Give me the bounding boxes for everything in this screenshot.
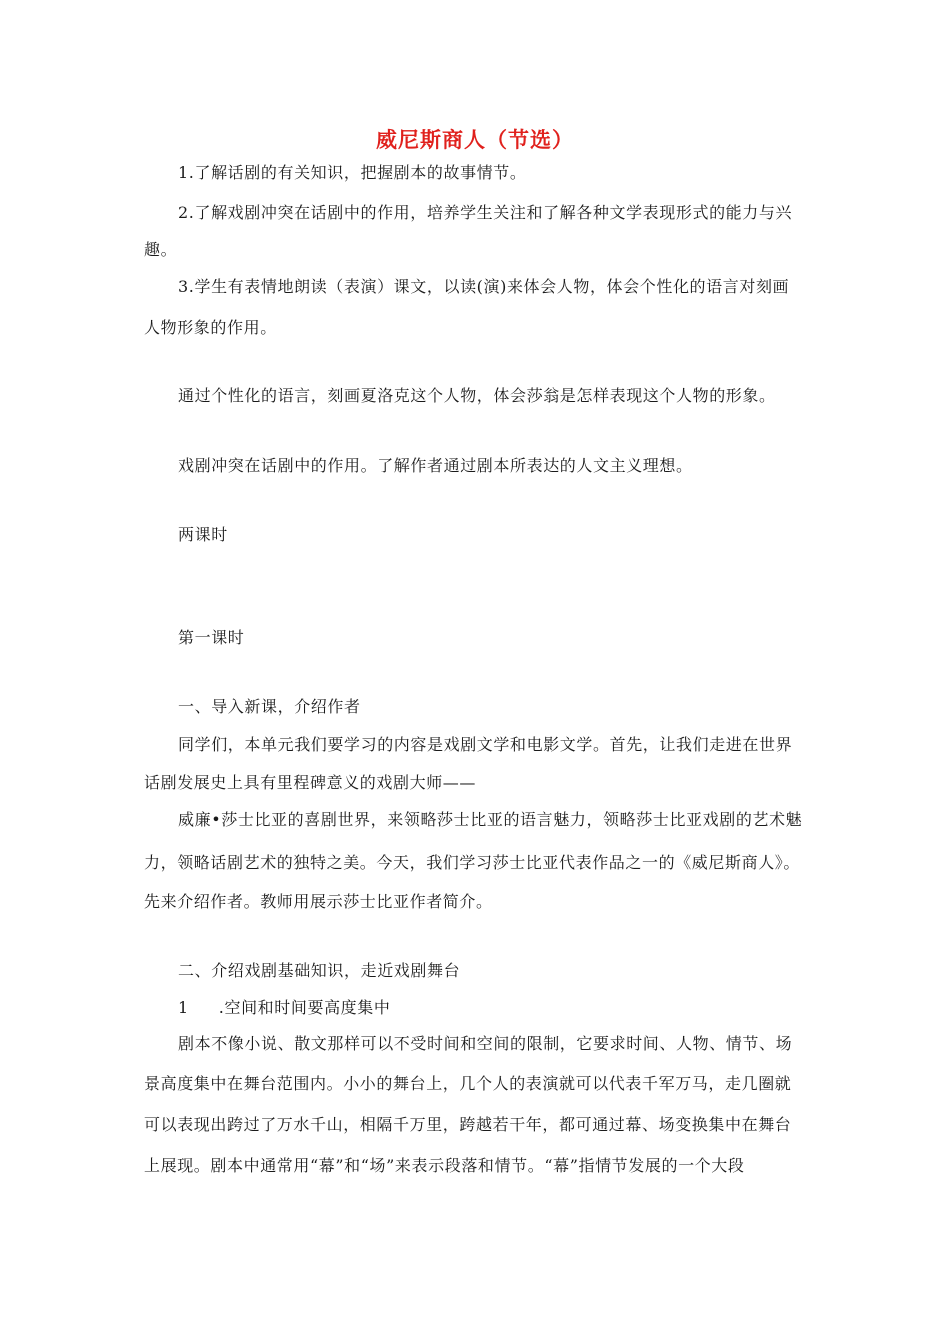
section-1-para-1-line-1: 同学们，本单元我们要学习的内容是戏剧文学和电影文学。首先，让我们走进在世界 xyxy=(178,735,793,754)
goal-1: 1.了解话剧的有关知识，把握剧本的故事情节。 xyxy=(178,163,527,182)
section-2-heading: 二、介绍戏剧基础知识，走近戏剧舞台 xyxy=(178,961,461,980)
key-point: 通过个性化的语言，刻画夏洛克这个人物，体会莎翁是怎样表现这个人物的形象。 xyxy=(178,386,776,405)
section-2-para-line-1: 剧本不像小说、散文那样可以不受时间和空间的限制，它要求时间、人物、情节、场 xyxy=(178,1034,793,1053)
section-2-para-line-2: 景高度集中在舞台范围内。小小的舞台上，几个人的表演就可以代表千军万马，走几圈就 xyxy=(144,1074,792,1093)
item-text: .空间和时间要高度集中 xyxy=(218,998,391,1017)
goal-2-line-1: 2.了解戏剧冲突在话剧中的作用，培养学生关注和了解各种文学表现形式的能力与兴 xyxy=(178,203,793,222)
section-1-para-1-line-2: 话剧发展史上具有里程碑意义的戏剧大师—— xyxy=(144,773,477,792)
section-1-para-2-line-1: 威廉•莎士比亚的喜剧世界，来领略莎士比亚的语言魅力，领略莎士比亚戏剧的艺术魅 xyxy=(178,810,803,829)
section-1-para-2-line-2: 力，领略话剧艺术的独特之美。今天，我们学习莎士比亚代表作品之一的《威尼斯商人》。 xyxy=(144,853,801,872)
difficulty: 戏剧冲突在话剧中的作用。了解作者通过剧本所表达的人文主义理想。 xyxy=(178,456,693,475)
section-1-heading: 一、导入新课，介绍作者 xyxy=(178,697,361,716)
goal-2-line-2: 趣。 xyxy=(144,240,178,259)
lesson-1-heading: 第一课时 xyxy=(178,628,245,647)
goal-3-line-2: 人物形象的作用。 xyxy=(144,318,277,337)
section-1-para-2-line-3: 先来介绍作者。教师用展示莎士比亚作者简介。 xyxy=(144,892,493,911)
section-2-para-line-4: 上展现。剧本中通常用“幕”和“场”来表示段落和情节。“幕”指情节发展的一个大段 xyxy=(144,1156,745,1175)
section-2-para-line-3: 可以表现出跨过了万水千山，相隔千万里，跨越若干年，都可通过幕、场变换集中在舞台 xyxy=(144,1115,792,1134)
document-title: 威尼斯商人（节选） xyxy=(376,127,574,152)
section-2-item-1 xyxy=(178,998,390,1018)
class-hours: 两课时 xyxy=(178,525,228,544)
item-number: 1 xyxy=(178,998,189,1017)
goal-3-line-1: 3.学生有表情地朗读（表演）课文，以读(演)来体会人物，体会个性化的语言对刻画 xyxy=(178,277,790,296)
